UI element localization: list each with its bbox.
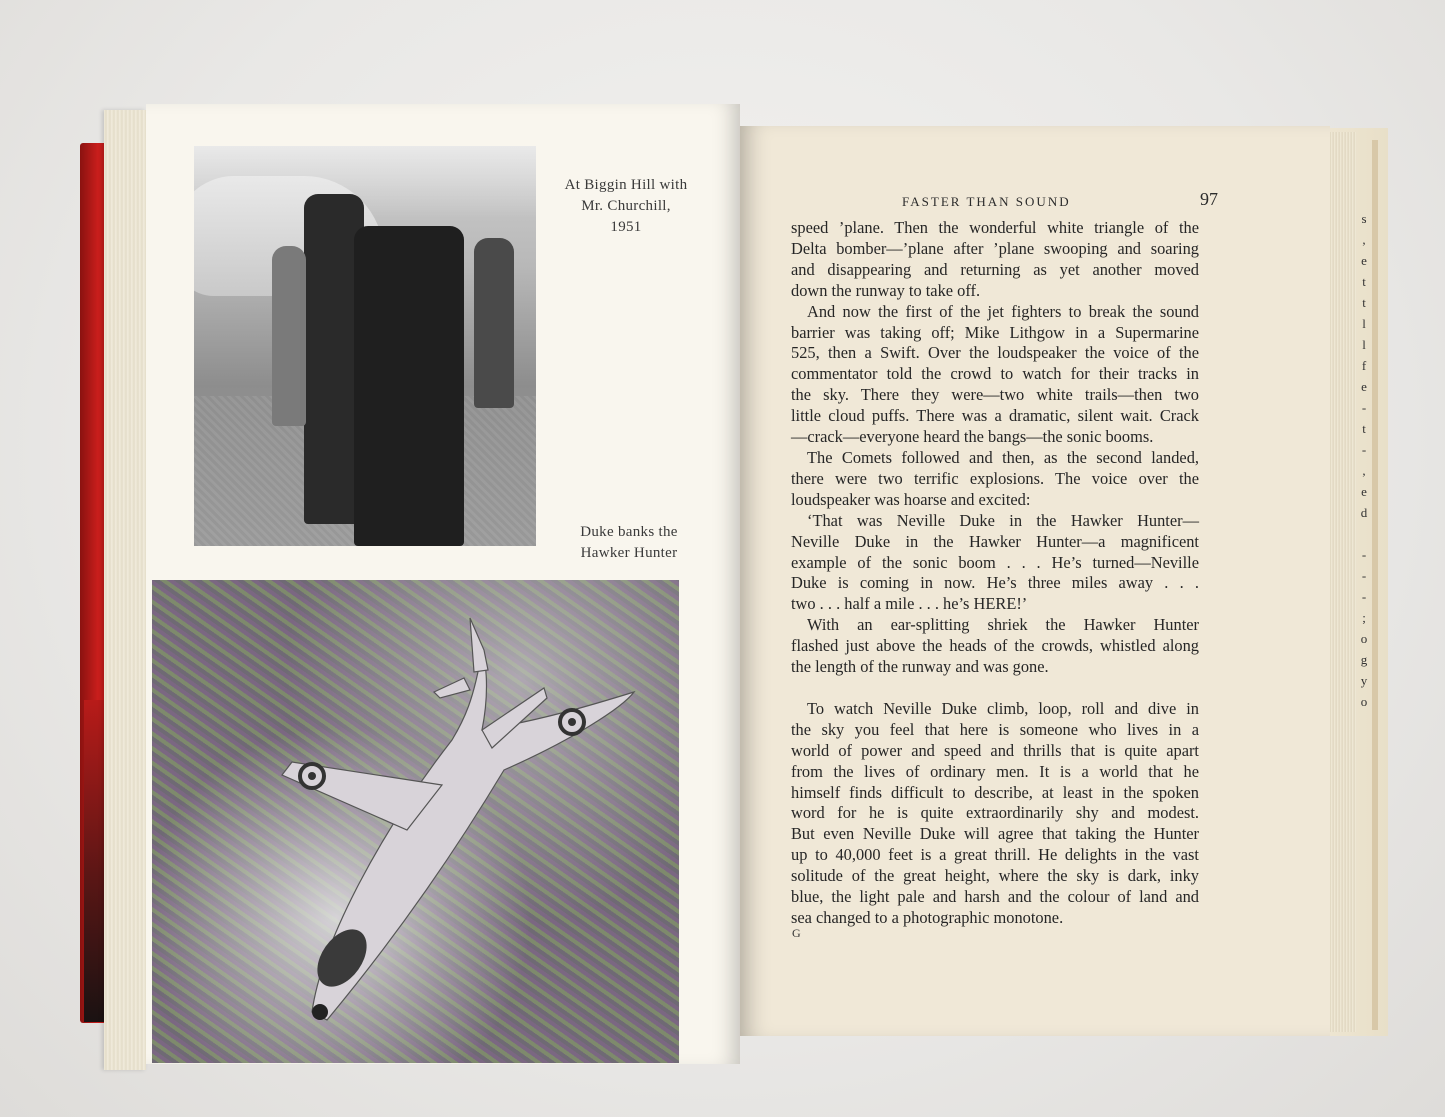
body-text-line: little cloud puffs. There was a dramatic, silent wait. Crack [791,406,1199,426]
bleed-letter: - [1361,568,1367,583]
body-text-line: flashed just above the heads of the crowds, whistled along [791,636,1199,656]
hawker-hunter-jet-icon [152,580,679,1063]
bleed-letter: s [1361,211,1367,226]
body-text-line: loudspeaker was hoarse and excited: [791,489,1031,509]
bleed-letter: , [1362,232,1366,247]
body-text-line: the length of the runway and was gone. [791,657,1049,677]
body-text-line: word for he is quite extraordinarily shy and modest. [791,803,1199,823]
figure-background-left [272,246,306,426]
body-text-line: The Comets followed and then, as the second landed, [807,447,1199,467]
body-text-line: Neville Duke in the Hawker Hunter—a magnificent [791,531,1199,551]
bleed-letter: - [1361,547,1367,562]
figure-churchill [354,226,464,546]
bleed-letter: t [1362,421,1366,436]
caption-top-line-2: Mr. Churchill, [581,198,671,214]
bleed-letter: l [1362,337,1366,352]
bleed-letter: o [1360,631,1368,646]
caption-bottom-line-2: Hawker Hunter [580,545,678,561]
body-text-line: and disappearing and returning as yet another moved [791,259,1199,279]
signature-mark: G [792,926,802,940]
body-text-line: the sky you feel that here is someone who lives in a [791,719,1199,739]
body-text-line [791,678,1199,699]
left-page [146,104,740,1064]
body-text-line: world of power and speed and thrills that is quite apart [791,740,1199,760]
bleed-letter: - [1361,442,1367,457]
body-text-line: barrier was taking off; Mike Lithgow in a Supermarine [791,322,1199,342]
body-text-line: 525, then a Swift. Over the loudspeaker the voice of the [791,343,1199,363]
body-text-line: ‘That was Neville Duke in the Hawker Hunter— [807,510,1199,530]
caption-top-line-1: At Biggin Hill with [564,177,688,193]
bleed-letter: t [1362,295,1366,310]
cover-edge-right [1372,140,1378,1030]
body-text-line: With an ear-splitting shriek the Hawker Hunter [807,615,1199,635]
body-text-line: down the runway to take off. [791,280,981,300]
bleed-letter: o [1360,694,1368,709]
caption-bottom [554,522,704,564]
body-text-line: —crack—everyone heard the bangs—the sonic booms. [791,427,1154,447]
photo-churchill-biggin-hill [194,146,536,546]
page-number: 97 [1200,189,1218,209]
body-text-line: But even Neville Duke will agree that taking the Hunter [791,824,1199,844]
bleed-letter: e [1361,253,1367,268]
bleed-letter: g [1360,652,1368,667]
bleed-letter: y [1360,673,1368,688]
figure-background-right [474,238,514,408]
body-text-line: sea changed to a photographic monotone. [791,908,1064,927]
bleed-letter: t [1362,274,1366,289]
bleed-letter: ; [1362,610,1366,625]
bleed-letter [1356,523,1372,544]
bleed-letter: - [1361,400,1367,415]
bleed-letter: - [1361,589,1367,604]
body-text-line: there were two terrific explosions. The voice over the [791,468,1199,488]
body-text-line: two . . . half a mile . . . he’s HERE!’ [791,594,1028,614]
bleed-letter: d [1360,505,1368,520]
body-text-line: commentator told the crowd to watch for their tracks in [791,364,1199,384]
body-text-line: Delta bomber—’plane after ’plane swooping and soaring [791,238,1199,258]
caption-top [546,175,706,238]
body-text-line: the sky. There they were—two white trails—then two [791,385,1199,405]
bleed-letter: e [1361,484,1367,499]
caption-bottom-line-1: Duke banks the [580,524,678,540]
caption-top-line-3: 1951 [610,219,642,235]
next-page-bleed-letters [1356,208,1372,712]
bleed-letter: , [1362,463,1366,478]
body-text [791,218,1199,929]
running-head: FASTER THAN SOUND [902,194,1071,209]
bleed-letter: f [1361,358,1367,373]
body-text-line: To watch Neville Duke climb, loop, roll and dive in [807,698,1199,718]
page-edges-left [104,110,146,1070]
body-text-line: example of the sonic boom . . . He’s turned—Neville [791,552,1199,572]
bleed-letter: e [1361,379,1367,394]
body-text-line: from the lives of ordinary men. It is a world that he [791,761,1199,781]
body-text-line: up to 40,000 feet is a great thrill. He delights in the vast [791,845,1199,865]
page-edges-right [1326,132,1356,1032]
body-text-line: solitude of the great height, where the sky is dark, inky [791,866,1199,886]
body-text-line: Duke is coming in now. He’s three miles away . . . [791,573,1199,593]
right-page [740,126,1330,1036]
photo-hawker-hunter [152,580,679,1063]
body-text-line: himself finds difficult to describe, at least in the spoken [791,782,1199,802]
body-text-line: And now the first of the jet fighters to break the sound [807,301,1199,321]
body-text-line: blue, the light pale and harsh and the colour of land and [791,887,1199,907]
bleed-letter: l [1362,316,1366,331]
body-text-line: speed ’plane. Then the wonderful white triangle of the [791,218,1199,237]
